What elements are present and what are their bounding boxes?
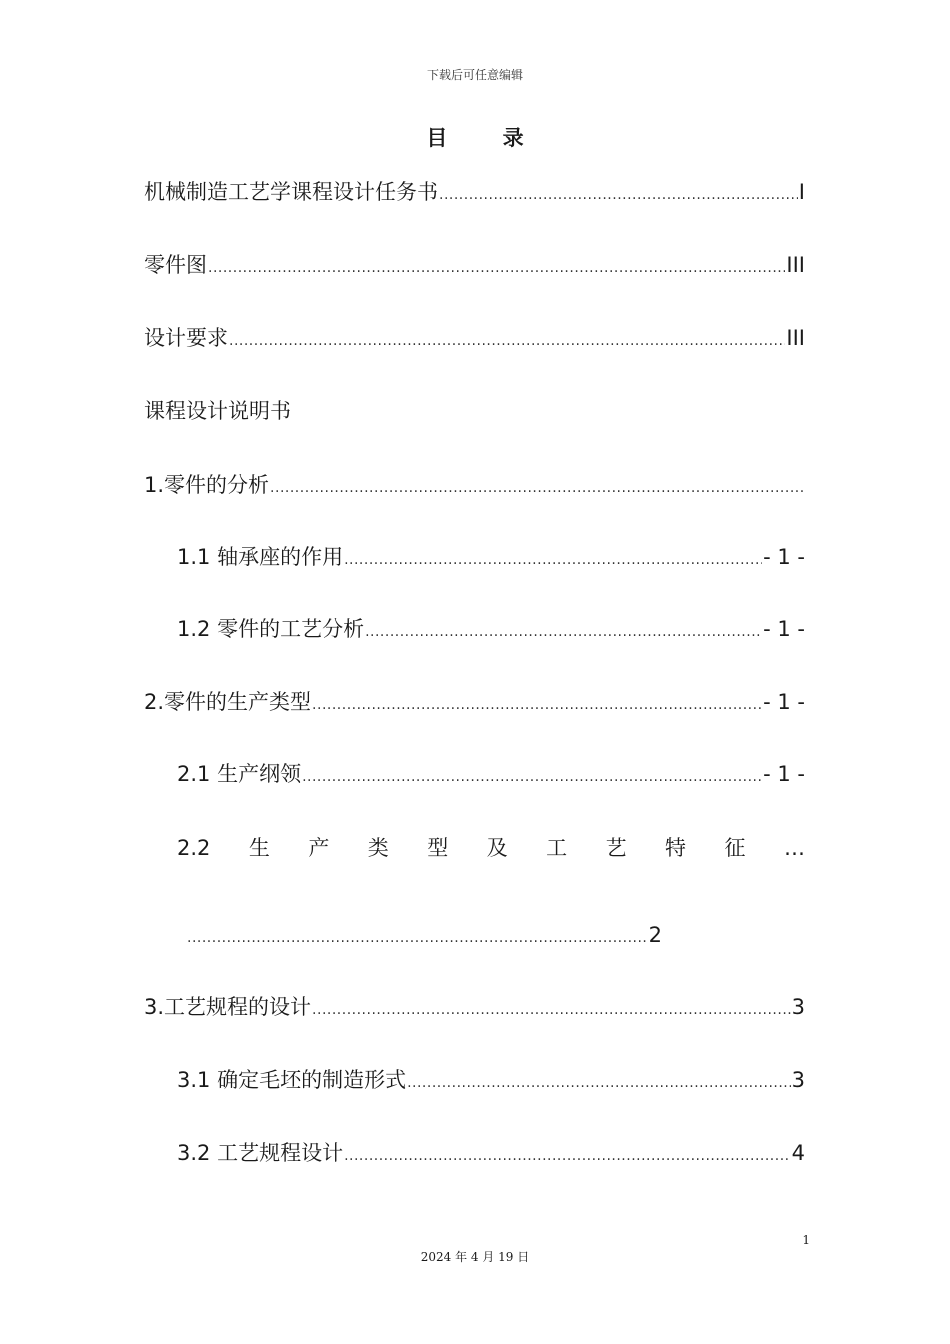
toc-subentry-justified[interactable] bbox=[177, 833, 805, 863]
toc-entry-text: 机械制造工艺学课程设计任务书 bbox=[144, 180, 438, 204]
toc-leader-dots bbox=[344, 1141, 791, 1171]
toc-entry-page: - 1 - bbox=[763, 690, 805, 714]
toc-entry-page: 3 bbox=[791, 1068, 805, 1092]
spread-char: 产 bbox=[308, 836, 330, 860]
toc-entry-page: - 1 - bbox=[763, 545, 805, 569]
page-number: 1 bbox=[802, 1233, 810, 1247]
spread-char: 工 bbox=[546, 836, 568, 860]
toc-entry-page: III bbox=[786, 326, 805, 350]
toc-subentry[interactable] bbox=[177, 542, 805, 572]
toc-entry[interactable] bbox=[144, 992, 805, 1022]
spread-char: 及 bbox=[486, 836, 508, 860]
toc-subentry[interactable] bbox=[177, 759, 805, 789]
toc-entry-text: 1.零件的分析 bbox=[144, 473, 270, 497]
spread-char: 征 bbox=[724, 836, 746, 860]
toc-entry-text: 设计要求 bbox=[144, 326, 228, 350]
toc-leader-dots bbox=[407, 1068, 791, 1098]
toc-subentry[interactable] bbox=[177, 1138, 805, 1168]
spread-char: 类 bbox=[367, 836, 389, 860]
toc-entry-page: - 1 - bbox=[763, 617, 805, 641]
spread-char: 2.2 bbox=[177, 836, 211, 860]
toc-entry[interactable] bbox=[144, 250, 805, 280]
toc-entry-text: 1.1 轴承座的作用 bbox=[177, 545, 344, 569]
toc-leader-dots bbox=[439, 180, 798, 210]
toc-leader-dots bbox=[270, 473, 804, 503]
toc-entry-page: I bbox=[798, 180, 805, 204]
toc-entry-text: 3.1 确定毛坯的制造形式 bbox=[177, 1068, 407, 1092]
toc-leader-dots bbox=[312, 690, 762, 720]
toc-section-heading[interactable] bbox=[144, 396, 805, 426]
toc-entry-text: 课程设计说明书 bbox=[144, 399, 291, 423]
toc-entry-page: 2 bbox=[648, 923, 662, 947]
toc-entry-page: III bbox=[786, 253, 805, 277]
toc-entry-page: 4 bbox=[791, 1141, 805, 1165]
toc-entry[interactable] bbox=[144, 177, 805, 207]
spread-char: … bbox=[783, 836, 805, 860]
toc-entry-text: 2.1 生产纲领 bbox=[177, 762, 302, 786]
toc-entry[interactable] bbox=[144, 687, 805, 717]
toc-leader-dots bbox=[302, 762, 762, 792]
toc-entry[interactable] bbox=[144, 470, 805, 500]
toc-leader-dots bbox=[365, 617, 762, 647]
toc-entry-text: 零件图 bbox=[144, 253, 207, 277]
toc-leader-dots bbox=[208, 253, 785, 283]
toc-entry-text: 2.零件的生产类型 bbox=[144, 690, 312, 714]
toc-entry-page: - 1 - bbox=[763, 762, 805, 786]
toc-subentry[interactable] bbox=[177, 1065, 805, 1095]
toc-title: 目 录 bbox=[426, 125, 548, 150]
toc-leader-dots bbox=[187, 923, 648, 953]
spread-char: 生 bbox=[248, 836, 270, 860]
toc-entry-text: 3.2 工艺规程设计 bbox=[177, 1141, 344, 1165]
toc-entry[interactable] bbox=[144, 323, 805, 353]
toc-leader-dots bbox=[344, 545, 762, 575]
toc-subentry[interactable] bbox=[177, 614, 805, 644]
toc-leader-dots bbox=[312, 995, 791, 1025]
header-note: 下载后可任意编辑 bbox=[426, 68, 523, 82]
toc-leader-dots bbox=[229, 326, 785, 356]
spread-char: 特 bbox=[665, 836, 687, 860]
toc-entry-page: 3 bbox=[791, 995, 805, 1019]
toc-entry-text: 3.工艺规程的设计 bbox=[144, 995, 312, 1019]
footer-date: 2024 年 4 月 19 日 bbox=[420, 1250, 530, 1264]
spread-char: 型 bbox=[427, 836, 449, 860]
toc-entry-text: 1.2 零件的工艺分析 bbox=[177, 617, 365, 641]
spread-char: 艺 bbox=[605, 836, 627, 860]
toc-subentry-continuation[interactable] bbox=[186, 920, 662, 950]
